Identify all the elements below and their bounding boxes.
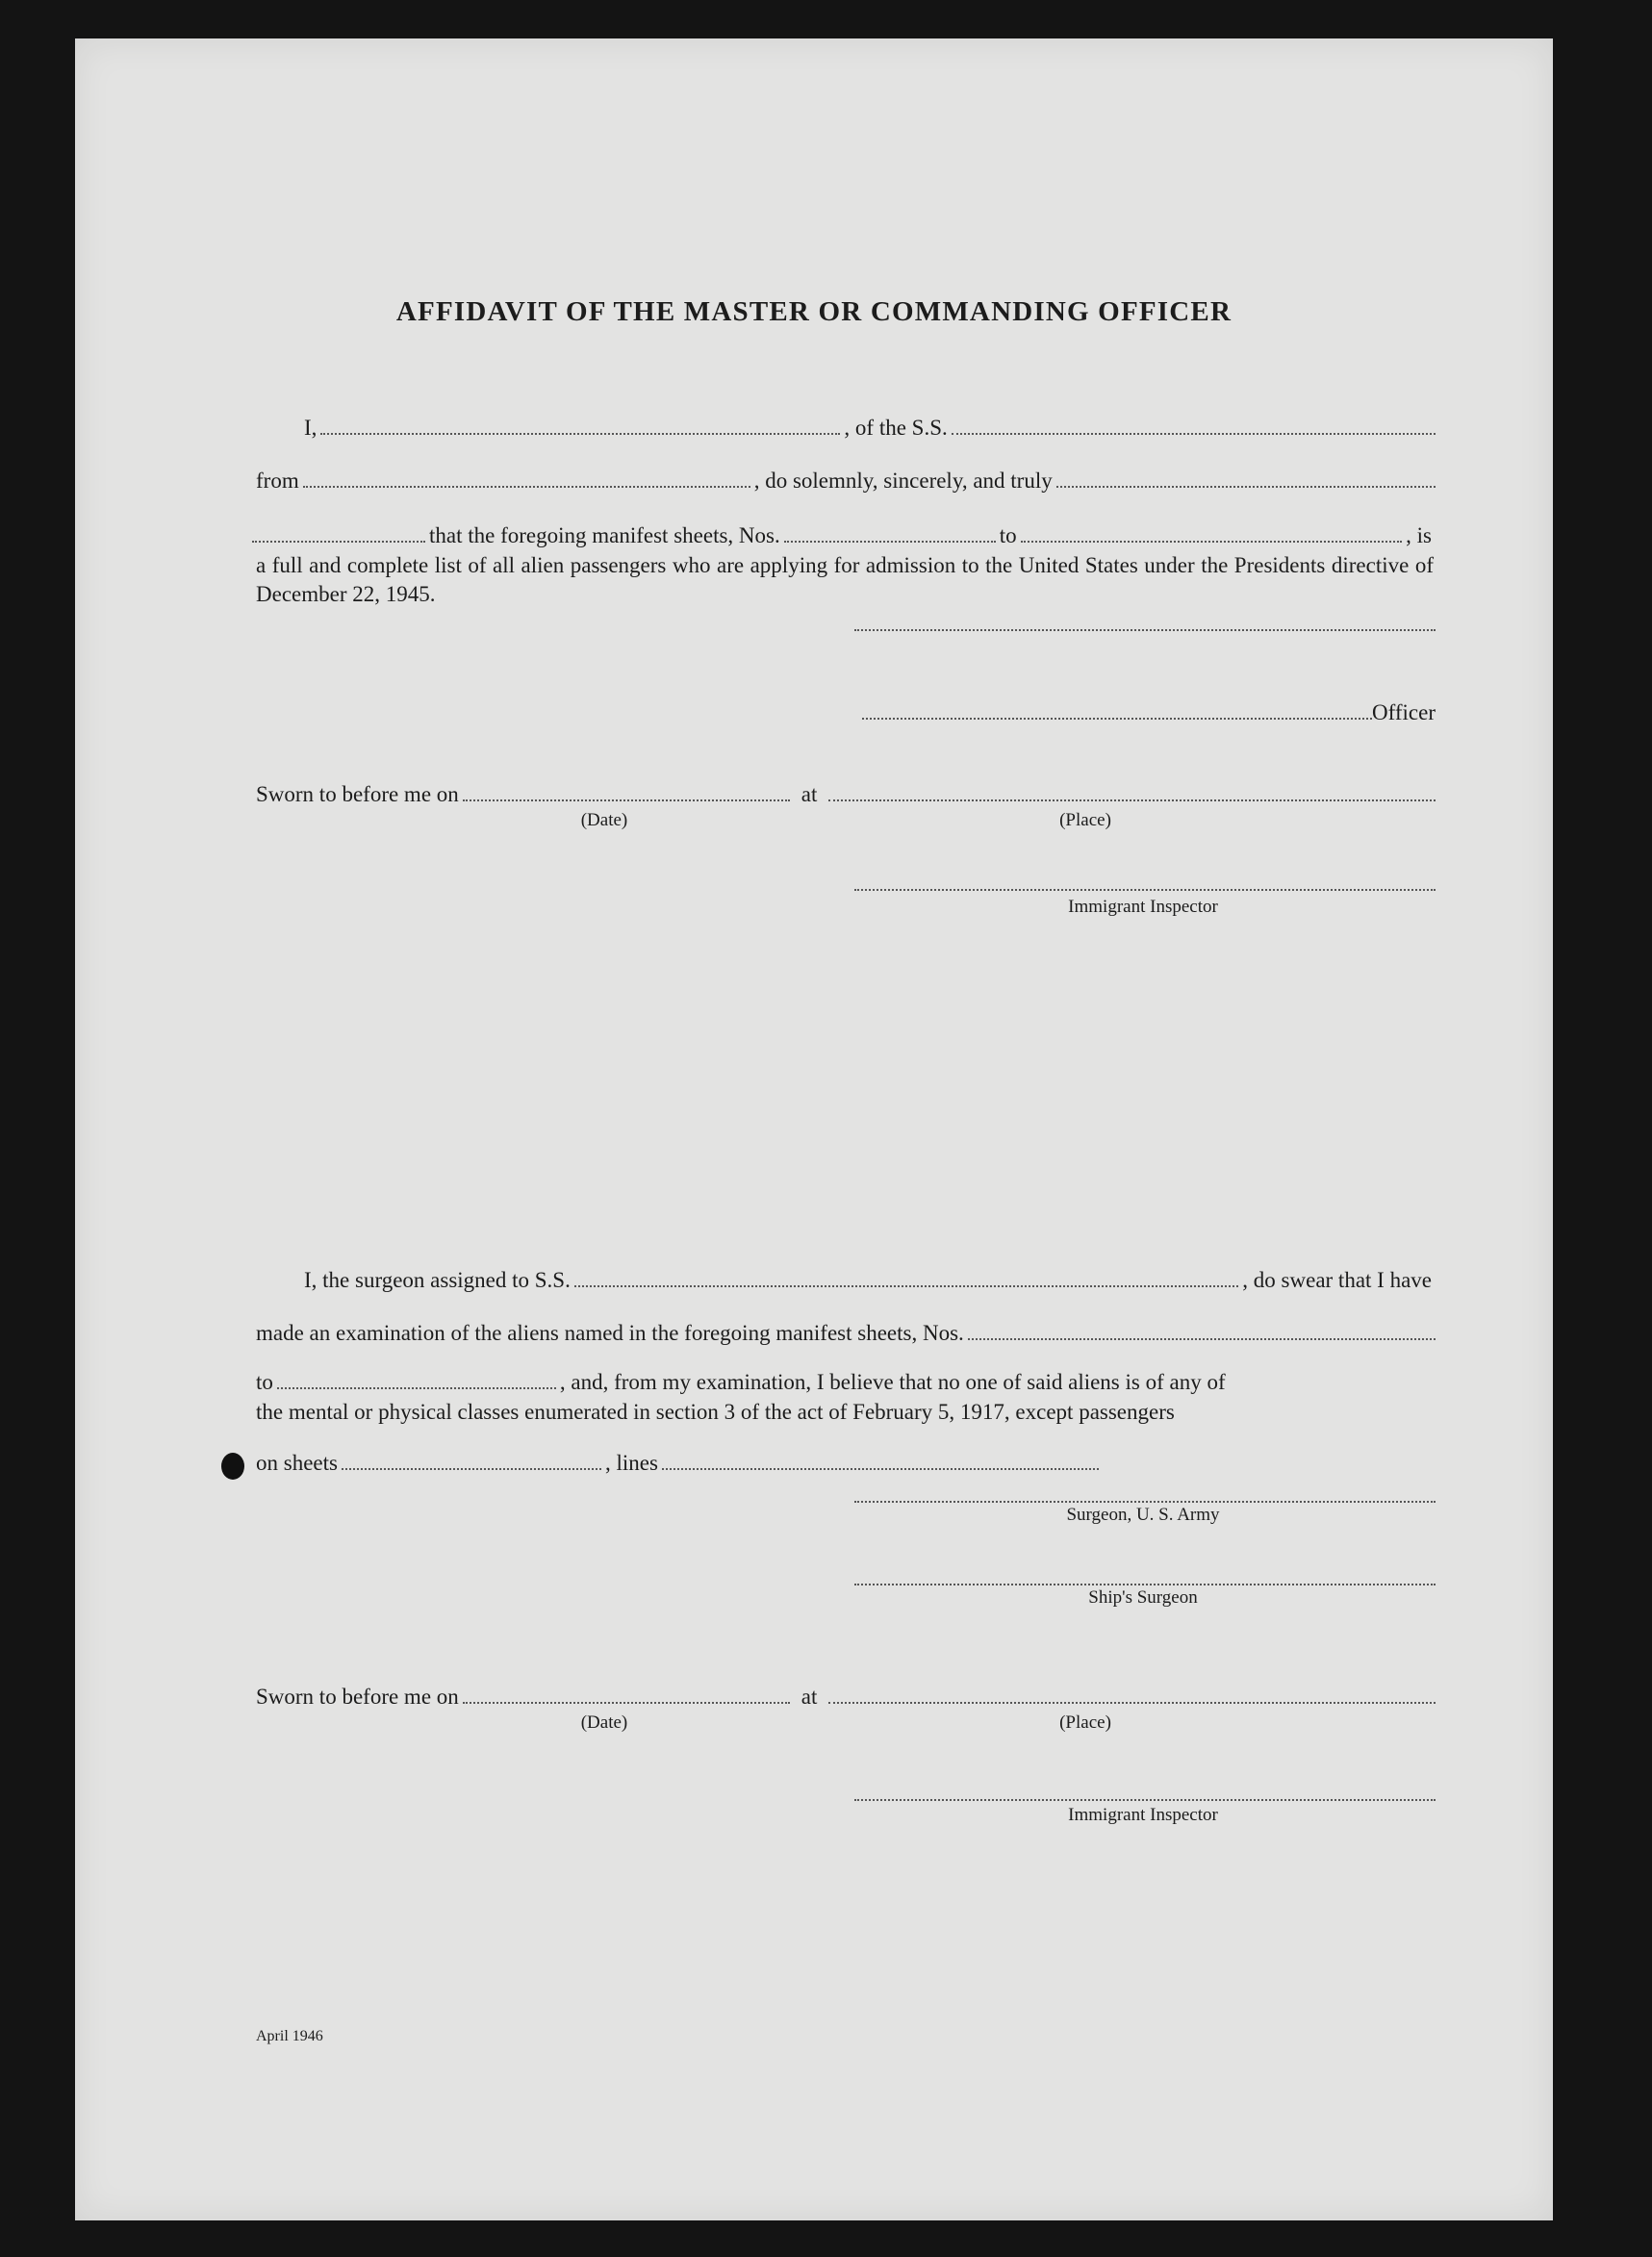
- master-swear-field[interactable]: [1056, 486, 1436, 488]
- sworn-2-date-caption: (Date): [580, 1712, 628, 1733]
- sworn-2-date-field[interactable]: [463, 1702, 790, 1704]
- sworn-line-1: [252, 782, 1436, 807]
- surgeon-ss-label: I, the surgeon assigned to S.S.: [304, 1268, 571, 1292]
- ink-spot: [221, 1453, 244, 1480]
- army-surgeon-caption: Surgeon, U. S. Army: [1066, 1505, 1220, 1525]
- surgeon-belief-label: , and, from my examination, I believe that no one of said aliens is of any of: [559, 1370, 1226, 1394]
- master-sheets-label: that the foregoing manifest sheets, Nos.: [429, 523, 780, 547]
- master-sheets-to-field[interactable]: [1021, 541, 1403, 543]
- master-from-field[interactable]: [303, 486, 750, 488]
- surgeon-sheets-from-field[interactable]: [968, 1338, 1436, 1340]
- master-sheets-from-field[interactable]: [784, 541, 996, 543]
- inspector-1-signature-line[interactable]: [854, 889, 1436, 891]
- master-ship-field[interactable]: [952, 433, 1436, 435]
- sworn-2-at-label: at: [801, 1685, 818, 1709]
- master-line-2: [252, 469, 1436, 494]
- ship-surgeon-caption: Ship's Surgeon: [1088, 1587, 1198, 1608]
- surgeon-lines-field[interactable]: [662, 1468, 1099, 1470]
- officer-label: Officer: [1372, 700, 1436, 724]
- footer-date: April 1946: [256, 2028, 323, 2044]
- master-from-label: from: [256, 469, 299, 493]
- sworn-1-place-caption: (Place): [1059, 810, 1111, 830]
- form-title: AFFIDAVIT OF THE MASTER OR COMMANDING OFFICER: [395, 296, 1233, 327]
- master-line-1: [300, 416, 1436, 441]
- surgeon-exam-label: made an examination of the aliens named in the foregoing manifest sheets, Nos.: [256, 1321, 964, 1345]
- master-name-field[interactable]: [320, 433, 840, 435]
- master-statement: a full and complete list of all alien passengers who are applying for admission to the United States under the Presidents directive of December 22, 1945.: [256, 553, 1434, 606]
- master-is-label: , is: [1406, 523, 1432, 547]
- sworn-1-place-field[interactable]: [828, 799, 1436, 801]
- inspector-2-caption: Immigrant Inspector: [1068, 1805, 1218, 1825]
- surgeon-line-5: [252, 1451, 1099, 1476]
- master-signature-line[interactable]: [854, 629, 1436, 631]
- surgeon-line-3: [252, 1370, 1436, 1395]
- surgeon-line-2: [252, 1321, 1436, 1346]
- master-ss-label: , of the S.S.: [844, 416, 948, 440]
- document-page: [75, 38, 1553, 2220]
- sworn-2-label: Sworn to before me on: [256, 1685, 459, 1709]
- surgeon-lines-label: , lines: [604, 1451, 658, 1475]
- surgeon-sheets-to-field[interactable]: [277, 1387, 556, 1389]
- master-oath-field[interactable]: [252, 541, 425, 543]
- army-surgeon-signature-line[interactable]: [854, 1501, 1436, 1503]
- surgeon-line-1: [300, 1268, 1436, 1293]
- inspector-1-caption: Immigrant Inspector: [1068, 897, 1218, 917]
- sworn-2-place-caption: (Place): [1059, 1712, 1111, 1733]
- master-to-label: to: [999, 523, 1017, 547]
- sworn-2-place-field[interactable]: [828, 1702, 1436, 1704]
- surgeon-ship-field[interactable]: [574, 1285, 1238, 1287]
- officer-signature-field[interactable]: [862, 718, 1372, 720]
- sworn-line-2: [252, 1685, 1436, 1710]
- master-i-label: I,: [304, 416, 318, 440]
- sworn-1-at-label: at: [801, 782, 818, 806]
- surgeon-sheets-field[interactable]: [342, 1468, 601, 1470]
- master-line-3: [252, 523, 1436, 548]
- sworn-1-date-field[interactable]: [463, 799, 790, 801]
- surgeon-to-label: to: [256, 1370, 273, 1394]
- surgeon-line-4: the mental or physical classes enumerated in section 3 of the act of February 5, 1917, except passengers: [256, 1400, 1175, 1424]
- master-swear-label: , do solemnly, sincerely, and truly: [753, 469, 1053, 493]
- inspector-2-signature-line[interactable]: [854, 1799, 1436, 1801]
- surgeon-swear-label: , do swear that I have: [1242, 1268, 1432, 1292]
- sworn-1-date-caption: (Date): [580, 810, 628, 830]
- sworn-1-label: Sworn to before me on: [256, 782, 459, 806]
- officer-line: [862, 700, 1436, 725]
- surgeon-sheets-label: on sheets: [256, 1451, 338, 1475]
- ship-surgeon-signature-line[interactable]: [854, 1584, 1436, 1585]
